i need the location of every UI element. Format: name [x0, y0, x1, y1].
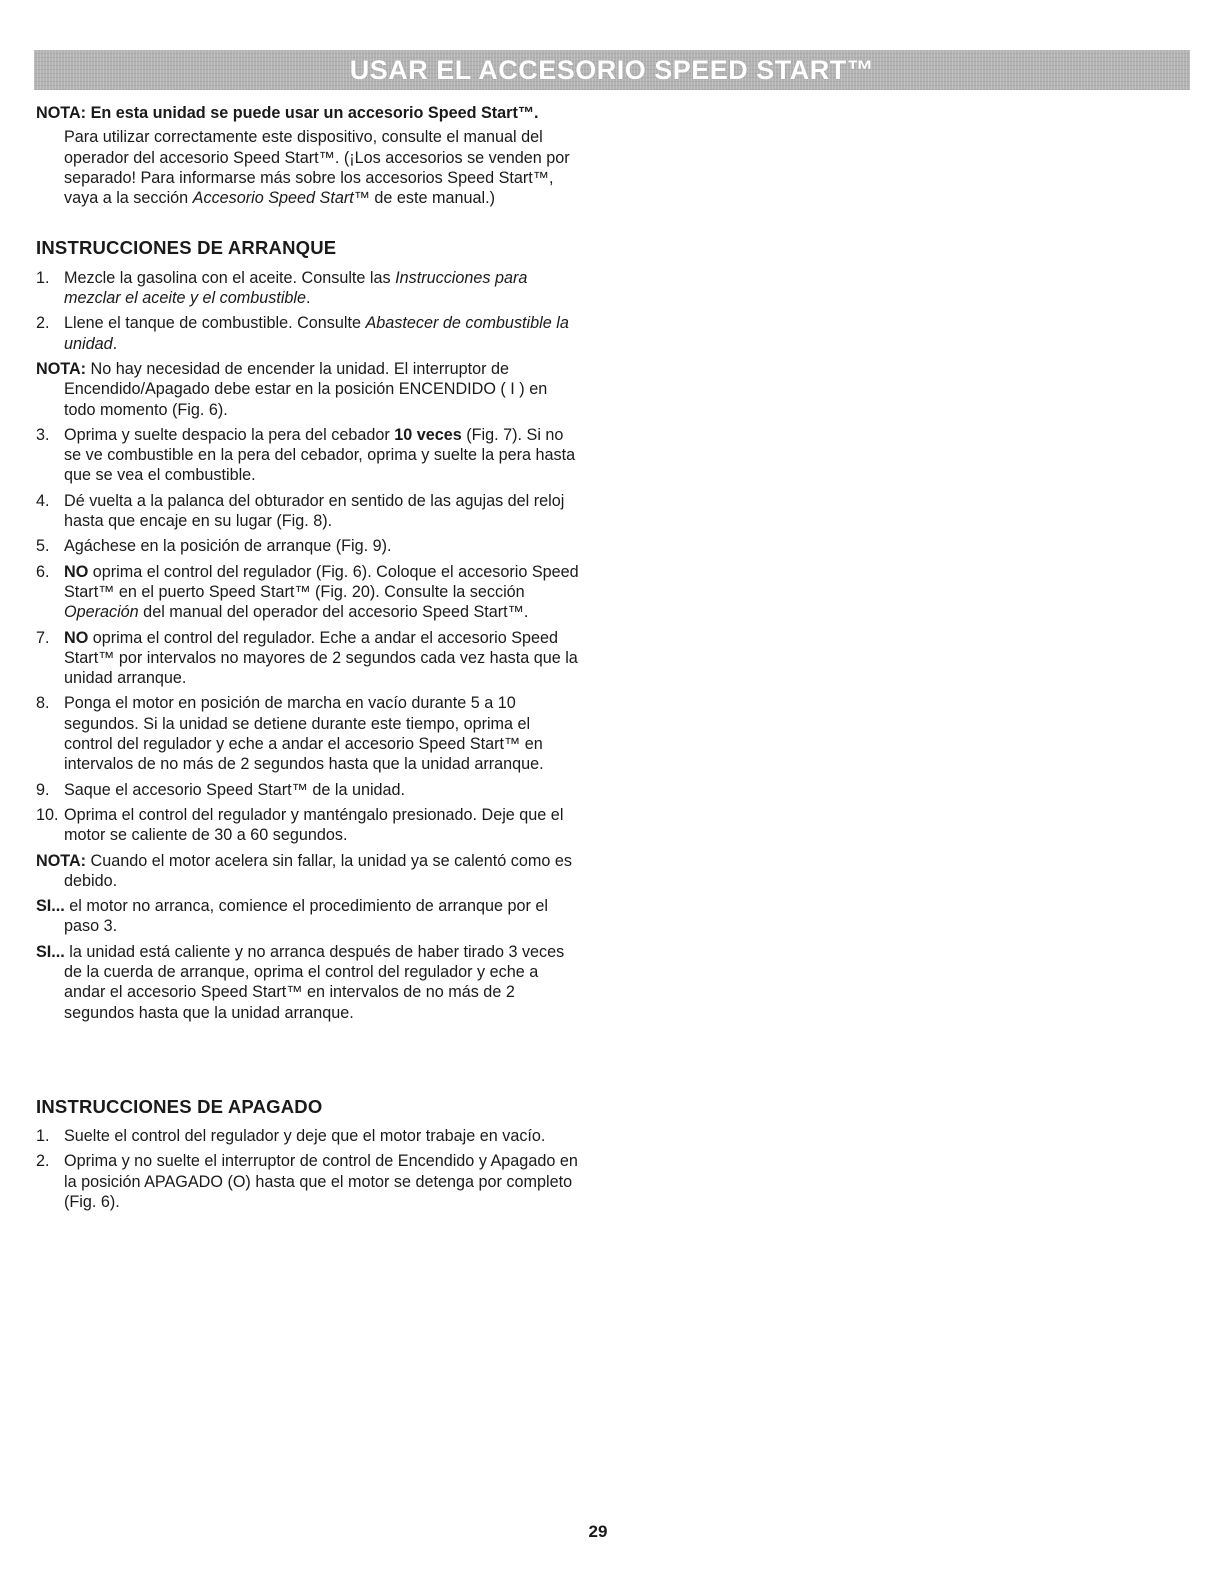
- step-number: 3.: [36, 425, 50, 444]
- conditional-paragraph: [36, 896, 581, 937]
- list-item: [36, 1126, 581, 1146]
- step-text-part: Oprima y suelte despacio la pera del cebador: [64, 425, 395, 444]
- step-text-part: .: [112, 334, 118, 353]
- note-label: NOTA:: [36, 851, 87, 870]
- step-reference: Instrucciones para mezclar el aceite y el combustible: [64, 268, 528, 308]
- list-item: [36, 268, 581, 309]
- page-content: [36, 103, 581, 1217]
- conditional-label: SI...: [36, 897, 65, 916]
- step-text-part: Mezcle la gasolina con el aceite. Consulte las: [64, 268, 396, 287]
- step-text-part: oprima el control del regulador (Fig. 6). Coloque el accesorio Speed Start™ en el puerto Speed Start™ (Fig. 20). Consulte la sección: [64, 562, 579, 601]
- list-item: [36, 693, 581, 774]
- note-paragraph: [36, 851, 581, 892]
- step-text-part: oprima el control del regulador. Eche a andar el accesorio Speed Start™ por intervalos no mayores de 2 segundos cada vez hasta que la unidad arranque.: [64, 628, 578, 688]
- list-item: [36, 491, 581, 532]
- list-item: [36, 562, 581, 623]
- step-text: Agáchese en la posición de arranque (Fig. 9).: [64, 537, 392, 556]
- intro-note-text: En esta unidad se puede usar un accesorio Speed Start™.: [90, 104, 539, 122]
- list-item: [36, 425, 581, 486]
- step-text-part: .: [306, 289, 311, 308]
- note-paragraph: [36, 359, 581, 420]
- step-number: 4.: [36, 491, 50, 510]
- intro-body-ref: Accesorio Speed Start™: [192, 189, 370, 208]
- step-number: 8.: [36, 694, 50, 713]
- list-item: [36, 313, 581, 354]
- step-text: Saque el accesorio Speed Start™ de la unidad.: [64, 780, 406, 799]
- step-number: 1.: [36, 1127, 50, 1146]
- list-item: [36, 628, 581, 689]
- step-text-part: del manual del operador del accesorio Speed Start™.: [138, 603, 529, 622]
- step-text: [64, 313, 581, 354]
- step-text: Oprima el control del regulador y manténgalo presionado. Deje que el motor se caliente de 30 a 60 segundos.: [64, 805, 564, 845]
- step-text: Dé vuelta a la palanca del obturador en sentido de las agujas del reloj hasta que encaje en su lugar (Fig. 8).: [64, 491, 565, 531]
- step-text: Suelte el control del regulador y deje que el motor trabaje en vacío.: [64, 1127, 546, 1146]
- note-text: No hay necesidad de encender la unidad. El interruptor de Encendido/Apagado debe estar en la posición ENCENDIDO ( I ) en todo momento (Fig. 6).: [64, 359, 548, 419]
- step-number: 9.: [36, 780, 50, 799]
- conditional-label: SI...: [36, 942, 65, 961]
- step-text: Ponga el motor en posición de marcha en vacío durante 5 a 10 segundos. Si la unidad se detiene durante este tiempo, oprima el control del regulador y eche a andar el accesorio Speed Start™ en intervalos de no más de 2 segundos hasta que la unidad arranque.: [64, 694, 544, 774]
- step-text: Oprima y no suelte el interruptor de control de Encendido y Apagado en la posición APAGADO (O) hasta que el motor se detenga por completo (Fig. 6).: [64, 1152, 578, 1212]
- conditional-paragraph: [36, 942, 581, 1023]
- page-number: 29: [588, 1522, 608, 1541]
- note-text: Cuando el motor acelera sin fallar, la unidad ya se calentó como es debido.: [64, 851, 572, 890]
- step-reference: Abastecer de combustible la unidad: [64, 314, 569, 353]
- step-emphasis: NO: [64, 562, 89, 581]
- step-reference: Operación: [64, 603, 139, 622]
- list-item: [36, 536, 581, 556]
- section-banner: [34, 50, 1190, 90]
- start-heading: INSTRUCCIONES DE ARRANQUE: [36, 237, 337, 259]
- step-number: 7.: [36, 628, 50, 647]
- banner-title: USAR EL ACCESORIO SPEED START™: [349, 54, 875, 85]
- step-number: 1.: [36, 268, 50, 287]
- list-item: [36, 780, 581, 800]
- step-number: 2.: [36, 314, 50, 333]
- step-number: 6.: [36, 562, 50, 581]
- intro-note: [36, 103, 581, 123]
- note-label: NOTA:: [36, 359, 87, 378]
- intro-body: [36, 127, 581, 208]
- step-text: [64, 268, 581, 309]
- conditional-text: la unidad está caliente y no arranca después de haber tirado 3 veces de la cuerda de arranque, oprima el control del regulador y eche a andar el accesorio Speed Start™ en intervalos de no más de 2 segundos hasta que la unidad arranque.: [64, 942, 565, 1022]
- list-item: [36, 1151, 581, 1212]
- step-text-part: Llene el tanque de combustible. Consulte: [64, 314, 366, 333]
- intro-body-2: de este manual.): [369, 189, 495, 208]
- step-text: [64, 628, 581, 689]
- step-number: 10.: [36, 805, 59, 824]
- step-number: 2.: [36, 1152, 50, 1171]
- list-item: [36, 805, 581, 846]
- step-emphasis: 10 veces: [394, 425, 462, 444]
- step-emphasis: NO: [64, 628, 89, 647]
- step-text: [64, 562, 581, 623]
- step-number: 5.: [36, 537, 50, 556]
- conditional-text: el motor no arranca, comience el procedimiento de arranque por el paso 3.: [64, 897, 548, 936]
- step-text-part: (Fig. 7). Si no se ve combustible en la pera del cebador, oprima y suelte la pera hasta que se vea el combustible.: [64, 425, 576, 485]
- intro-note-label: NOTA:: [36, 104, 87, 122]
- stop-heading: INSTRUCCIONES DE APAGADO: [36, 1095, 323, 1117]
- step-text: [64, 425, 581, 486]
- intro-body-1: Para utilizar correctamente este dispositivo, consulte el manual del operador del accesorio Speed Start™. (¡Los accesorios se venden por separado! Para informarse más sobre los accesorios Speed Start™, vaya a la sección: [64, 128, 570, 208]
